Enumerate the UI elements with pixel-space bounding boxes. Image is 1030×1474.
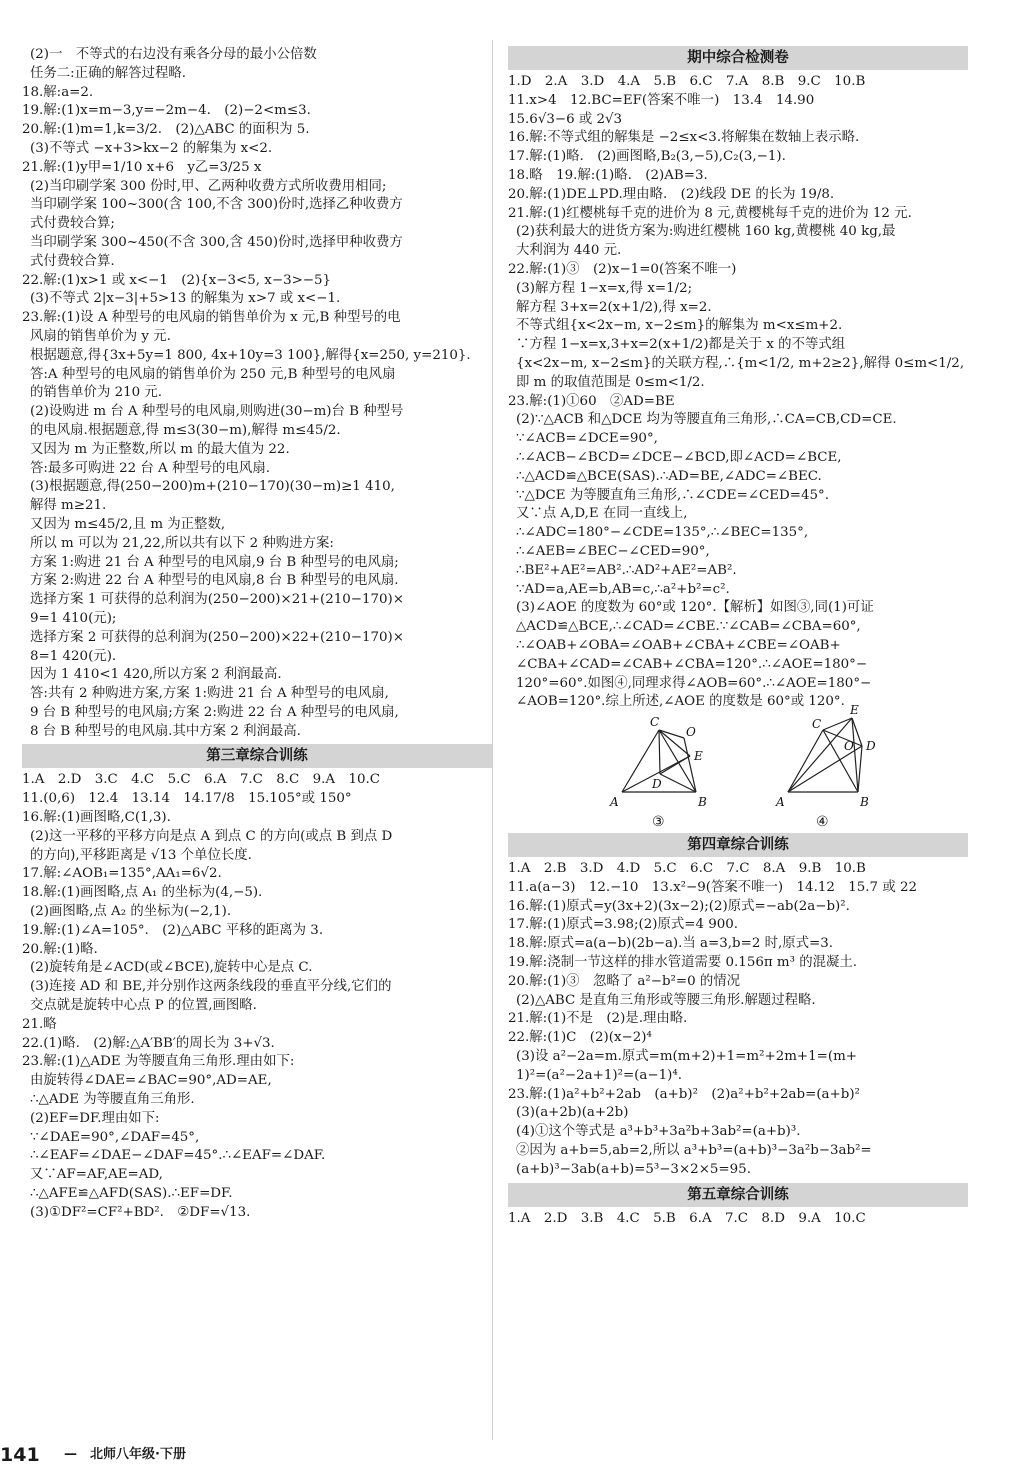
answer-line: (2)获利最大的进货方案为:购进红樱桃 160 kg,黄樱桃 40 kg,最	[516, 224, 896, 240]
answer-line: (2)这一平移的平移方向是点 A 到点 C 的方向(或点 B 到点 D	[30, 828, 393, 844]
answers-block-midterm	[508, 73, 968, 712]
answer-line: 的电风扇.根据题意,得 m≤3(30−m),解得 m≤45/2.	[30, 422, 341, 438]
answer-line: 20.解:(1)③ 忽略了 a²−b²=0 的情况	[508, 973, 741, 989]
answer-line: 所以 m 可以为 21,22,所以共有以下 2 种购进方案:	[30, 535, 334, 551]
answer-line: 18.解:a=2.	[22, 84, 94, 100]
answer-line: 又因为 m≤45/2,且 m 为正整数,	[30, 516, 226, 532]
answer-line: (3)∠AOE 的度数为 60°或 120°.【解析】如图③,同(1)可证	[516, 600, 874, 616]
fig3-caption: ③	[652, 814, 665, 831]
left-column	[22, 46, 492, 1223]
answer-line: 又因为 m 为正整数,所以 m 的最大值为 22.	[30, 441, 290, 457]
answer-line: (3)(a+2b)(a+2b)	[516, 1105, 629, 1121]
answer-line: 20.解:(1)DE⊥PD.理由略. (2)线段 DE 的长为 19/8.	[508, 186, 835, 202]
answer-line: 15.6√3−6 或 2√3	[508, 111, 623, 127]
answer-line: (4)①这个等式是 a³+b³+3a²b+3ab²=(a+b)³.	[516, 1124, 801, 1140]
answer-line: ∠CBA+∠CAD=∠CAB+∠CBA=120°.∴∠AOE=180°−	[516, 656, 868, 672]
answers-block-chapter5	[508, 1210, 968, 1229]
answer-line: 大利润为 440 元.	[516, 243, 622, 259]
answer-line: 9=1 410(元);	[30, 610, 117, 626]
answer-line: 1.D 2.A 3.D 4.A 5.B 6.C 7.A 8.B 9.C 10.B	[508, 74, 866, 89]
answers-block-prev	[22, 46, 492, 741]
answer-line: 8=1 420(元).	[30, 648, 117, 664]
fig3-label-d: D	[652, 777, 662, 792]
answer-line: 19.解:(1)x=m−3,y=−2m−4. (2)−2<m≤3.	[22, 103, 311, 119]
answer-line: 23.解:(1)①60 ②AD=BE	[508, 393, 675, 409]
answer-line: 不等式组{x<2x−m, x−2≤m}的解集为 m<x≤m+2.	[516, 318, 843, 334]
answer-line: {x<2x−m, x−2≤m}的关联方程,∴{m<1/2, m+2≥2},解得 0≤m<1/2,	[516, 355, 965, 371]
answer-line: 当印刷学案 300~450(不含 300,含 450)份时,选择甲种收费方	[30, 234, 403, 250]
answer-line: 22.解:(1)③ (2)x−1=0(答案不唯一)	[508, 261, 737, 277]
answer-line: 1.A 2.D 3.C 4.C 5.C 6.A 7.C 8.C 9.A 10.C	[22, 772, 381, 788]
answer-line: 19.解:浇制一节这样的排水管道需要 0.156π m³ 的混凝土.	[508, 955, 858, 971]
answer-line: 任务二:正确的解答过程略.	[30, 65, 187, 81]
fig4-label-d: D	[866, 739, 876, 754]
answer-line: ∵∠ACB=∠DCE=90°,	[516, 431, 658, 447]
answer-line: 1.A 2.B 3.D 4.D 5.C 6.C 7.C 8.A 9.B 10.B	[508, 861, 866, 877]
answer-line: ∴∠ADC=180°−∠CDE=135°,∴∠BEC=135°,	[516, 525, 809, 541]
answer-line: 16.解:(1)画图略,C(1,3).	[22, 810, 171, 826]
answer-line: 23.解:(1)设 A 种型号的电风扇的销售单价为 x 元,B 种型号的电	[22, 310, 401, 326]
answer-line: 方案 1:购进 21 台 A 种型号的电风扇,9 台 B 种型号的电风扇;	[30, 554, 399, 570]
answer-line: 20.解:(1)略.	[22, 941, 98, 957]
answer-line: ∴∠AEB=∠BEC−∠CED=90°,	[516, 543, 710, 559]
answer-line: 11.a(a−3) 12.−10 13.x²−9(答案不唯一) 14.12 15.7 或 22	[508, 879, 918, 895]
fig4-label-c: C	[812, 717, 822, 732]
answers-block-chapter4	[508, 860, 968, 1180]
answer-line: 当印刷学案 100~300(含 100,不含 300)份时,选择乙种收费方	[30, 197, 403, 213]
answer-line: ∴∠EAF=∠DAE−∠DAF=45°.∴∠EAF=∠DAF.	[30, 1148, 326, 1164]
fig3-label-b: B	[698, 795, 707, 810]
answer-line: (a+b)³−3ab(a+b)=5³−3×2×5=95.	[516, 1161, 751, 1177]
answer-line: 21.略	[22, 1016, 57, 1032]
answer-line: ∵方程 1−x=x,3+x=2(x+1/2)都是关于 x 的不等式组	[516, 337, 846, 353]
fig3-label-e: E	[694, 749, 703, 764]
answer-line: 21.解:(1)不是 (2)是.理由略.	[508, 1011, 688, 1027]
fig3-label-o: O	[686, 725, 696, 740]
answer-line: 16.解:不等式组的解集是 −2≤x<3.将解集在数轴上表示略.	[508, 130, 860, 146]
answer-line: 选择方案 1 可获得的总利润为(250−200)×21+(210−170)×	[30, 592, 404, 608]
answer-line: 式付费较合算;	[30, 216, 115, 232]
answer-line: 120°=60°.如图④,同理求得∠AOB=60°.∴∠AOE=180°−	[516, 675, 872, 691]
right-column	[508, 46, 968, 1228]
answer-line: 又∵AF=AF,AE=AD,	[30, 1167, 163, 1183]
section-header-chapter3: 第三章综合训练	[22, 744, 492, 768]
answer-line: (3)①DF²=CF²+BD². ②DF=√13.	[30, 1204, 251, 1220]
answer-line: (2)当印刷学案 300 份时,甲、乙两种收费方式所收费用相同;	[30, 178, 387, 194]
answer-line: ②因为 a+b=5,ab=2,所以 a³+b³=(a+b)³−3a²b−3ab²=	[516, 1143, 872, 1159]
answer-line: 的方向),平移距离是 √13 个单位长度.	[30, 847, 252, 863]
answer-line: 选择方案 2 可获得的总利润为(250−200)×22+(210−170)×	[30, 629, 404, 645]
answer-line: 18.略 19.解:(1)略. (2)AB=3.	[508, 167, 708, 183]
answer-line: ∵△DCE 为等腰直角三角形,∴∠CDE=∠CED=45°.	[516, 487, 829, 503]
answer-line: 1.A 2.D 3.B 4.C 5.B 6.A 7.C 8.D 9.A 10.C	[508, 1210, 866, 1226]
answer-line: 18.解:原式=a(a−b)(2b−a).当 a=3,b=2 时,原式=3.	[508, 936, 834, 952]
answer-line: ∴△AFE≌△AFD(SAS).∴EF=DF.	[30, 1186, 233, 1202]
answer-line: (2)设购进 m 台 A 种型号的电风扇,则购进(30−m)台 B 种型号	[30, 404, 404, 420]
answer-line: 20.解:(1)m=1,k=3/2. (2)△ABC 的面积为 5.	[22, 122, 310, 138]
fig4-caption: ④	[816, 814, 829, 831]
answer-line: 23.解:(1)△ADE 为等腰直角三角形.理由如下:	[22, 1054, 295, 1070]
answer-line: 解方程 3+x=2(x+1/2),得 x=2.	[516, 299, 712, 315]
answer-line: 风扇的销售单价为 y 元.	[30, 328, 171, 344]
answer-line: 答:最多可购进 22 台 A 种型号的电风扇.	[30, 460, 270, 476]
answer-line: 21.解:(1)y甲=1/10 x+6 y乙=3/25 x	[22, 159, 262, 175]
answer-line: ∴∠ACB−∠BCD=∠DCE−∠BCD,即∠ACD=∠BCE,	[516, 449, 842, 465]
answer-line: △ACD≌△BCE,∴∠CAD=∠CBE.∵∠CAB=∠CBA=60°,	[516, 619, 861, 635]
answer-line: 又∵点 A,D,E 在同一直线上,	[516, 506, 688, 522]
answer-line: 23.解:(1)a²+b²+2ab (a+b)² (2)a²+b²+2ab=(a+b)²	[508, 1086, 860, 1102]
answer-line: 18.解:(1)画图略,点 A₁ 的坐标为(4,−5).	[22, 885, 263, 901]
answer-line: ∵AD=a,AE=b,AB=c,∴a²+b²=c².	[516, 581, 730, 597]
answer-line: (3)解方程 1−x=x,得 x=1/2;	[516, 280, 693, 296]
answer-line: 22.解:(1)C (2)(x−2)⁴	[508, 1030, 652, 1046]
answer-line: (3)连接 AD 和 BE,并分别作这两条线段的垂直平分线,它们的	[30, 979, 392, 995]
fig4-label-a: A	[776, 795, 785, 810]
section-header-chapter4: 第四章综合训练	[508, 833, 968, 857]
answer-line: 22.解:(1)x>1 或 x<−1 (2){x−3<5, x−3>−5}	[22, 272, 332, 288]
answer-line: 21.解:(1)红樱桃每千克的进价为 8 元,黄樱桃每千克的进价为 12 元.	[508, 205, 912, 221]
answer-line: 的销售单价为 210 元.	[30, 385, 163, 401]
answer-line: ∴△ADE 为等腰直角三角形.	[30, 1092, 195, 1108]
answer-line: 17.解:(1)原式=3.98;(2)原式=4 900.	[508, 917, 739, 933]
answer-line: 17.解:∠AOB₁=135°,AA₁=6√2.	[22, 866, 222, 882]
answer-line: ∴∠OAB+∠OBA=∠OAB+∠CBA+∠CBE=∠OAB+	[516, 637, 841, 653]
answer-line: 根据题意,得{3x+5y=1 800, 4x+10y=3 100},解得{x=250, y=210}.	[30, 347, 471, 363]
answer-line: 1)²=(a²−2a+1)²=(a−1)⁴.	[516, 1067, 682, 1083]
answer-line: 19.解:(1)∠A=105°. (2)△ABC 平移的距离为 3.	[22, 922, 324, 938]
answer-line: 即 m 的取值范围是 0≤m<1/2.	[516, 374, 705, 390]
answer-line: (3)不等式 2|x−3|+5>13 的解集为 x>7 或 x<−1.	[30, 291, 341, 307]
answer-line: 11.x>4 12.BC=EF(答案不唯一) 13.4 14.90	[508, 92, 815, 108]
answer-line: 11.(0,6) 12.4 13.14 14.17/8 15.105°或 150°	[22, 791, 352, 807]
footer-book-title: — 北师八年级·下册	[64, 1447, 186, 1462]
answer-line: 8 台 B 种型号的电风扇.其中方案 2 利润最高.	[30, 723, 301, 739]
answer-line: ∴BE²+AE²=AB².∴AD²+AE²=AB².	[516, 562, 737, 578]
answer-line: 方案 2:购进 22 台 A 种型号的电风扇,8 台 B 种型号的电风扇.	[30, 573, 399, 589]
fig3-label-a: A	[610, 795, 619, 810]
answer-line: 交点就是旋转中心点 P 的位置,画图略.	[30, 998, 257, 1014]
answer-line: (2)画图略,点 A₂ 的坐标为(−2,1).	[30, 904, 232, 920]
page-footer	[0, 1442, 470, 1468]
answer-line: 17.解:(1)略. (2)画图略,B₂(3,−5),C₂(3,−1).	[508, 149, 786, 165]
answer-line: 22.(1)略. (2)解:△A′BB′的周长为 3+√3.	[22, 1035, 275, 1051]
answer-line: 由旋转得∠DAE=∠BAC=90°,AD=AE,	[30, 1073, 272, 1089]
answer-line: 答:A 种型号的电风扇的销售单价为 250 元,B 种型号的电风扇	[30, 366, 396, 382]
answer-line: 因为 1 410<1 420,所以方案 2 利润最高.	[30, 667, 282, 683]
page-number: 141	[0, 1444, 40, 1466]
answer-line: (3)不等式 −x+3>kx−2 的解集为 x<2.	[30, 140, 273, 156]
figure-diagrams	[608, 703, 878, 831]
answer-line: (2)△ABC 是直角三角形或等腰三角形.解题过程略.	[516, 992, 816, 1008]
answers-block-chapter3	[22, 771, 492, 1222]
fig4-label-b: B	[860, 795, 869, 810]
section-header-midterm: 期中综合检测卷	[508, 46, 968, 70]
column-divider	[492, 40, 493, 1440]
answer-line: ∠AOB=120°.综上所述,∠AOE 的度数是 60°或 120°.	[516, 694, 845, 710]
fig3-label-c: C	[650, 715, 660, 730]
answer-line: (2)旋转角是∠ACD(或∠BCE),旋转中心是点 C.	[30, 960, 313, 976]
answer-line: (3)根据题意,得(250−200)m+(210−170)(30−m)≥1 410,	[30, 479, 395, 495]
answer-line: 9 台 B 种型号的电风扇;方案 2:购进 22 台 A 种型号的电风扇,	[30, 704, 399, 720]
section-header-chapter5: 第五章综合训练	[508, 1183, 968, 1207]
answer-line: ∴△ACD≌△BCE(SAS).∴AD=BE,∠ADC=∠BEC.	[516, 468, 822, 484]
answer-line: 式付费较合算.	[30, 253, 115, 269]
answer-line: 解得 m≥21.	[30, 498, 107, 514]
answer-line: (2)一 不等式的右边没有乘各分母的最小公倍数	[30, 47, 317, 62]
geometry-figures	[508, 703, 968, 831]
answer-line: (2)EF=DF.理由如下:	[30, 1110, 160, 1126]
answer-line: (2)∵△ACB 和△DCE 均为等腰直角三角形,∴CA=CB,CD=CE.	[516, 412, 897, 428]
figure-4	[788, 718, 862, 792]
fig4-label-e: E	[850, 703, 859, 718]
answer-line: 16.解:(1)原式=y(3x+2)(3x−2);(2)原式=−ab(2a−b)².	[508, 898, 850, 914]
answer-line: 答:共有 2 种购进方案,方案 1:购进 21 台 A 种型号的电风扇,	[30, 686, 389, 702]
answer-line: ∵∠DAE=90°,∠DAF=45°,	[30, 1129, 200, 1145]
answer-line: (3)设 a²−2a=m.原式=m(m+2)+1=m²+2m+1=(m+	[516, 1049, 858, 1065]
fig4-label-o: O	[844, 739, 854, 754]
